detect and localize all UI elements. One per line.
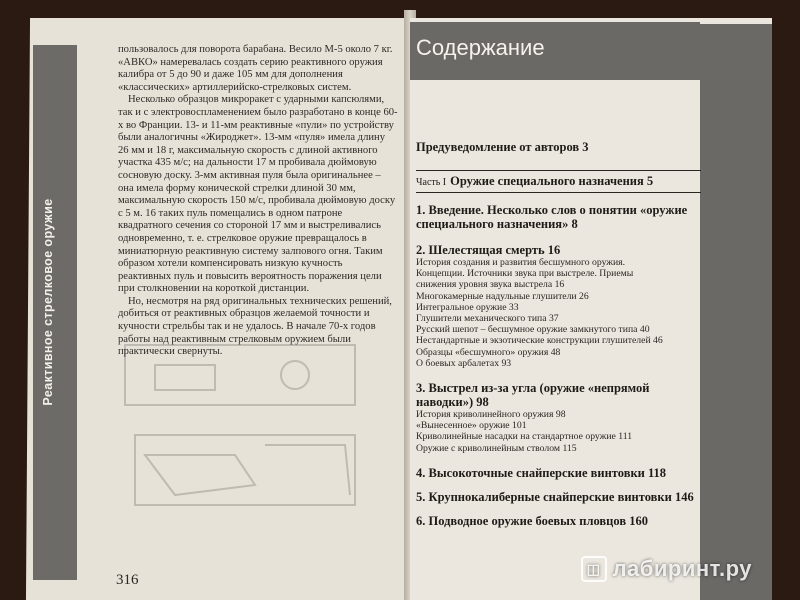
weapon-illustration [115, 325, 380, 545]
page-number: 316 [116, 572, 139, 588]
toc-part [416, 174, 701, 189]
toc-subitem: Глушители механического типа 37 [416, 313, 559, 325]
toc-subitem: История создания и развития бесшумного оружия. [416, 257, 626, 268]
toc-subitem: Оружие с криволинейным стволом 115 [416, 442, 577, 454]
paragraph: Но, несмотря на ряд оригинальных технических решений, добиться от реактивных образцов желаемой точности и кучности стрельбы так и не удалось. В начале 70-х годов работы над реактивным стрелковым оружием были практически свернуты. [118, 295, 392, 358]
contents-title: Содержание [416, 35, 545, 60]
toc-subitem: Образцы «бесшумного» оружия 48 [416, 346, 561, 358]
toc-chapter: 6. Подводное оружие боевых пловцов 160 [416, 513, 648, 528]
toc-subitem: Многокамерные надульные глушители 26 [416, 290, 589, 302]
labyrinth-logo-icon: ◫ [581, 556, 607, 582]
toc-chapter: 4. Высокоточные снайперские винтовки 118 [416, 465, 667, 480]
toc-subitem: «Вынесенное» оружие 101 [416, 420, 527, 432]
toc-subitem: Криволинейные насадки на стандартное оружие 111 [416, 431, 633, 443]
toc-subitem: Нестандартные и экзотические конструкции глушителей 46 [416, 335, 663, 347]
toc-subitem: снижения уровня звука выстрела 16 [416, 279, 565, 291]
toc-chapter: 5. Крупнокалиберные снайперские винтовки 146 [416, 489, 694, 504]
part-title: Оружие специального назначения 5 [450, 174, 654, 188]
toc-chapter: 2. Шелестящая смерть 16 [416, 243, 561, 257]
toc-subitem: История криволинейного оружия 98 [416, 409, 566, 421]
divider [416, 170, 701, 171]
part-label: Часть I [416, 177, 447, 188]
toc-subitem: Интегральное оружие 33 [416, 301, 519, 313]
table-of-contents [416, 140, 701, 528]
toc-chapter: 1. Введение. Несколько слов о понятии «оружие специального назначения» 8 [416, 203, 688, 231]
right-side-band [700, 24, 772, 600]
toc-subitem: О боевых арбалетах 93 [416, 357, 512, 369]
left-body-text [118, 44, 398, 359]
watermark [581, 556, 752, 582]
paragraph: Несколько образцов микроракет с ударными капсюлями, так и с электровоспламенением было разработано в конце 60-х во Франции. 13- и 11-мм реактивные «пули» по устройству были аналогичны «Жироджет». 13-мм «пуля» имела длину 26 мм и 18 г, максимальную скорость с длиной активного участка 435 м/с; на дальности 17 м пробивала дюймовую сосновую доску. 3-мм активная пуля была оригинальнее – она имела форму конической стрелки длиной 30 мм, максимальную скорость 150 м/с, пробивала дюймовую доску с 5 м. 16 таких пуль помещались в одном патроне квадратного сечения со стороной 17 мм и выстреливались одновременно, т. е. стрелковое оружие превращалось в миниатюрную реактивную систему залпового огня. Таким образом хотели компенсировать низкую кучность реактивных пуль и повысить вероятность поражения цели при столкновении на короткой дистанции. [118, 94, 398, 295]
watermark-text: лабиринт.ру [612, 556, 752, 581]
paragraph: пользовалось для поворота барабана. Весило М-5 около 7 кг. «АВКО» намеревалась создать серию реактивного оружия калибра от 5 до 90 и даже 105 мм для дополнения «классических» артиллерийско-стрелковых систем. [118, 44, 393, 93]
running-title: Реактивное стрелковое оружие [41, 198, 55, 406]
toc-preface: Предуведомление от авторов 3 [416, 140, 589, 154]
toc-subitem: Русский шепот – бесшумное оружие замкнутого типа 40 [416, 324, 650, 336]
toc-chapter: 3. Выстрел из-за угла (оружие «непрямой наводки») 98 [416, 381, 650, 410]
toc-subitem: Концепции. Источники звука при выстреле. Приемы [416, 268, 634, 280]
left-side-band [33, 45, 77, 580]
divider [416, 192, 701, 193]
